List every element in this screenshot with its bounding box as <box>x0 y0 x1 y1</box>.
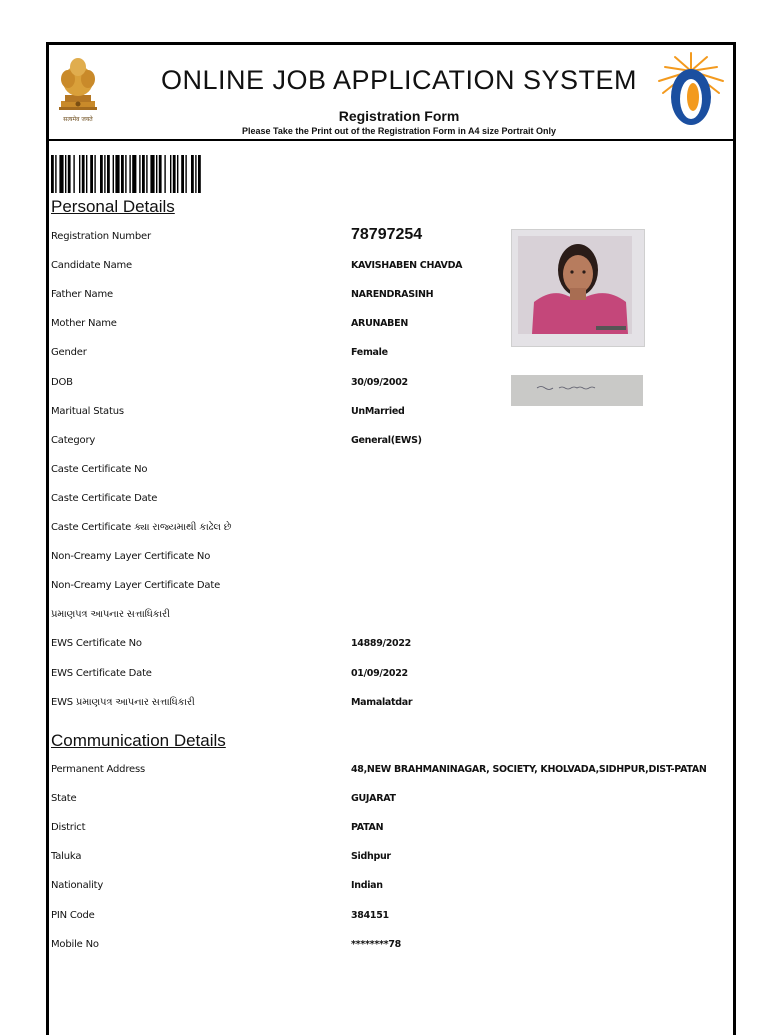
detail-row <box>51 764 711 784</box>
field-value: 30/09/2002 <box>351 376 408 388</box>
ojas-logo-icon <box>653 49 729 129</box>
field-value: 384151 <box>351 909 389 921</box>
field-label: PIN Code <box>51 909 95 921</box>
detail-row <box>51 347 711 367</box>
detail-row <box>51 551 711 571</box>
field-label: Non-Creamy Layer Certificate Date <box>51 580 221 592</box>
detail-row <box>51 522 711 542</box>
registration-form <box>46 42 736 1035</box>
field-value: UnMarried <box>351 405 405 417</box>
detail-row <box>51 580 711 600</box>
form-subtitle: Registration Form <box>338 108 460 124</box>
field-value: KAVISHABEN CHAVDA <box>351 260 463 272</box>
field-value: ********78 <box>351 938 401 950</box>
communication-details-heading: Communication Details <box>51 731 226 750</box>
detail-row <box>51 939 711 959</box>
field-label: EWS Certificate No <box>51 638 142 650</box>
field-label: District <box>51 822 86 834</box>
field-label: Taluka <box>51 851 82 863</box>
candidate-signature <box>511 375 643 406</box>
field-label: Mobile No <box>51 938 99 950</box>
detail-row <box>51 822 711 842</box>
page-title: ONLINE JOB APPLICATION SYSTEM <box>160 65 638 95</box>
detail-row <box>51 609 711 629</box>
field-label: Non-Creamy Layer Certificate No <box>51 551 211 563</box>
field-label: Mother Name <box>51 318 117 330</box>
field-value: Mamalatdar <box>351 696 413 708</box>
detail-row <box>51 493 711 513</box>
field-value: 48,NEW BRAHMANINAGAR, SOCIETY, KHOLVADA,SIDHPUR,DIST-PATAN <box>351 764 707 775</box>
detail-row <box>51 851 711 871</box>
signature-image <box>511 375 643 406</box>
detail-row <box>51 464 711 484</box>
field-label: Maritual Status <box>51 405 124 417</box>
field-value: Indian <box>351 880 383 892</box>
field-value: 01/09/2022 <box>351 667 408 679</box>
detail-row <box>51 910 711 930</box>
field-label: Caste Certificate Date <box>51 492 158 504</box>
field-value: GUJARAT <box>351 793 396 805</box>
field-label: Caste Certificate ક્યા રાજ્યમાથી કાઢેલ છે <box>51 522 232 533</box>
field-label: Caste Certificate No <box>51 463 148 475</box>
field-label: Category <box>51 434 96 446</box>
field-label: Candidate Name <box>51 260 133 272</box>
detail-row <box>51 697 711 717</box>
field-label: EWS પ્રમાણપત્ર આપનાર સત્તાધિકારી <box>51 696 195 708</box>
print-note: Please Take the Print out of the Registration Form in A4 size Portrait Only <box>241 126 557 136</box>
field-value: PATAN <box>351 822 384 834</box>
field-label: પ્રમાણપત્ર આપનાર સત્તાધિકારી <box>51 609 170 621</box>
candidate-photo-image <box>512 230 644 346</box>
field-label: EWS Certificate Date <box>51 667 152 679</box>
detail-row <box>51 435 711 455</box>
field-label: State <box>51 793 77 805</box>
personal-details-heading: Personal Details <box>51 197 175 216</box>
candidate-photo <box>511 229 645 347</box>
field-value: ARUNABEN <box>351 318 408 330</box>
field-label: Gender <box>51 347 87 359</box>
field-value: General(EWS) <box>351 434 422 446</box>
form-header <box>49 45 733 141</box>
field-value: 78797254 <box>351 226 423 243</box>
field-value: Female <box>351 347 388 359</box>
field-label: Registration Number <box>51 231 151 242</box>
field-label: DOB <box>51 376 73 388</box>
detail-row <box>51 880 711 900</box>
detail-row <box>51 406 711 426</box>
detail-row <box>51 793 711 813</box>
field-label: Nationality <box>51 880 104 892</box>
field-value: Sidhpur <box>351 851 391 863</box>
field-value: NARENDRASINH <box>351 289 434 301</box>
field-value: 14889/2022 <box>351 638 411 650</box>
field-label: Father Name <box>51 289 113 301</box>
emblem-caption: सत्यमेव जयते <box>63 116 93 123</box>
detail-row <box>51 638 711 658</box>
registration-barcode <box>51 155 245 193</box>
detail-row <box>51 668 711 688</box>
field-label: Permanent Address <box>51 764 145 775</box>
